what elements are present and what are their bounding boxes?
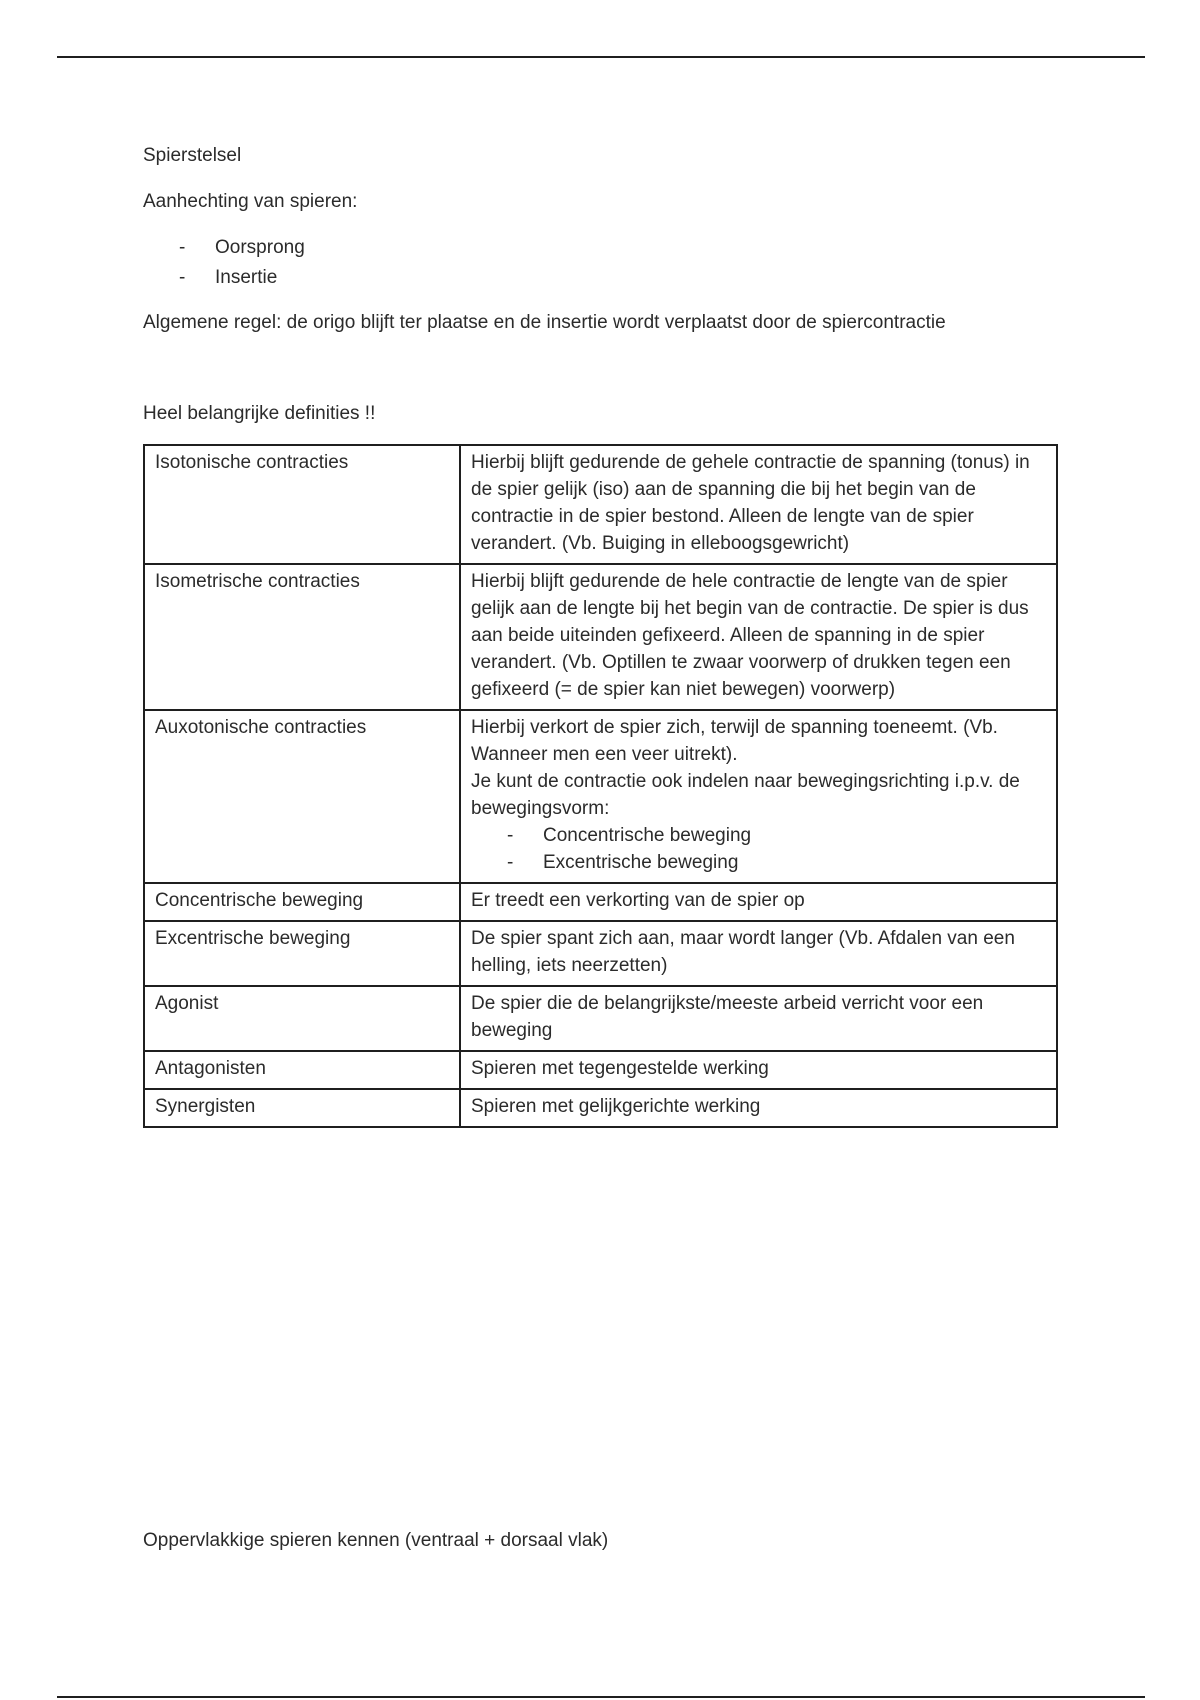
top-page-rule	[57, 56, 1145, 58]
list-item-text: Excentrische beweging	[543, 852, 739, 873]
definition-extra-text: Je kunt de contractie ook indelen naar bewegingsrichting i.p.v. de bewegingsvorm:	[471, 771, 1020, 819]
definition-term: Isometrische contracties	[144, 564, 460, 710]
definition-description: De spier spant zich aan, maar wordt langer (Vb. Afdalen van een helling, iets neerzetten)	[460, 921, 1057, 986]
definition-term: Auxotonische contracties	[144, 710, 460, 883]
definition-description: Er treedt een verkorting van de spier op	[460, 883, 1057, 921]
definition-description	[460, 710, 1057, 883]
definition-description: Spieren met gelijkgerichte werking	[460, 1089, 1057, 1127]
definition-description: Hierbij blijft gedurende de hele contractie de lengte van de spier gelijk aan de lengte bij het begin van de contractie. De spier is dus aan beide uiteinden gefixeerd. Alleen de spanning in de spier verandert. (Vb. Optillen te zwaar voorwerp of drukken tegen een gefixeerd (= de spier kan niet bewegen) voorwerp)	[460, 564, 1057, 710]
table-row	[144, 1051, 1057, 1089]
surface-muscles-note: Oppervlakkige spieren kennen (ventraal + dorsaal vlak)	[143, 1530, 609, 1551]
definitions-heading: Heel belangrijke definities !!	[143, 403, 376, 424]
definition-term: Antagonisten	[144, 1051, 460, 1089]
definition-description: Spieren met tegengestelde werking	[460, 1051, 1057, 1089]
direction-list	[471, 822, 1046, 876]
definition-term: Synergisten	[144, 1089, 460, 1127]
bottom-page-rule	[57, 1696, 1145, 1698]
table-row	[144, 986, 1057, 1051]
table-row	[144, 564, 1057, 710]
attachment-list	[143, 233, 305, 293]
table-row	[144, 883, 1057, 921]
table-row	[144, 921, 1057, 986]
dash-bullet: -	[507, 825, 514, 846]
definition-description-text: Hierbij verkort de spier zich, terwijl de spanning toeneemt. (Vb. Wanneer men een veer uitrekt).	[471, 717, 998, 765]
list-item	[143, 263, 305, 293]
list-item	[471, 849, 1046, 876]
table-row	[144, 445, 1057, 564]
definition-term: Concentrische beweging	[144, 883, 460, 921]
list-item-text: Insertie	[215, 267, 278, 288]
definition-term: Isotonische contracties	[144, 445, 460, 564]
list-item-text: Oorsprong	[215, 237, 305, 258]
definitions-table	[143, 444, 1058, 1128]
dash-bullet: -	[179, 237, 186, 258]
table-row	[144, 1089, 1057, 1127]
attachment-heading: Aanhechting van spieren:	[143, 191, 358, 212]
definition-term: Excentrische beweging	[144, 921, 460, 986]
document-title: Spierstelsel	[143, 145, 242, 166]
definition-description: De spier die de belangrijkste/meeste arbeid verricht voor een beweging	[460, 986, 1057, 1051]
dash-bullet: -	[507, 852, 514, 873]
definition-term: Agonist	[144, 986, 460, 1051]
dash-bullet: -	[179, 267, 186, 288]
list-item-text: Concentrische beweging	[543, 825, 752, 846]
list-item	[143, 233, 305, 263]
definition-description: Hierbij blijft gedurende de gehele contractie de spanning (tonus) in de spier gelijk (iso) aan de spanning die bij het begin van de contractie in de spier bestond. Alleen de lengte van de spier verandert. (Vb. Buiging in elleboogsgewricht)	[460, 445, 1057, 564]
list-item	[471, 822, 1046, 849]
table-row	[144, 710, 1057, 883]
general-rule-text: Algemene regel: de origo blijft ter plaatse en de insertie wordt verplaatst door de spiercontractie	[143, 312, 946, 333]
